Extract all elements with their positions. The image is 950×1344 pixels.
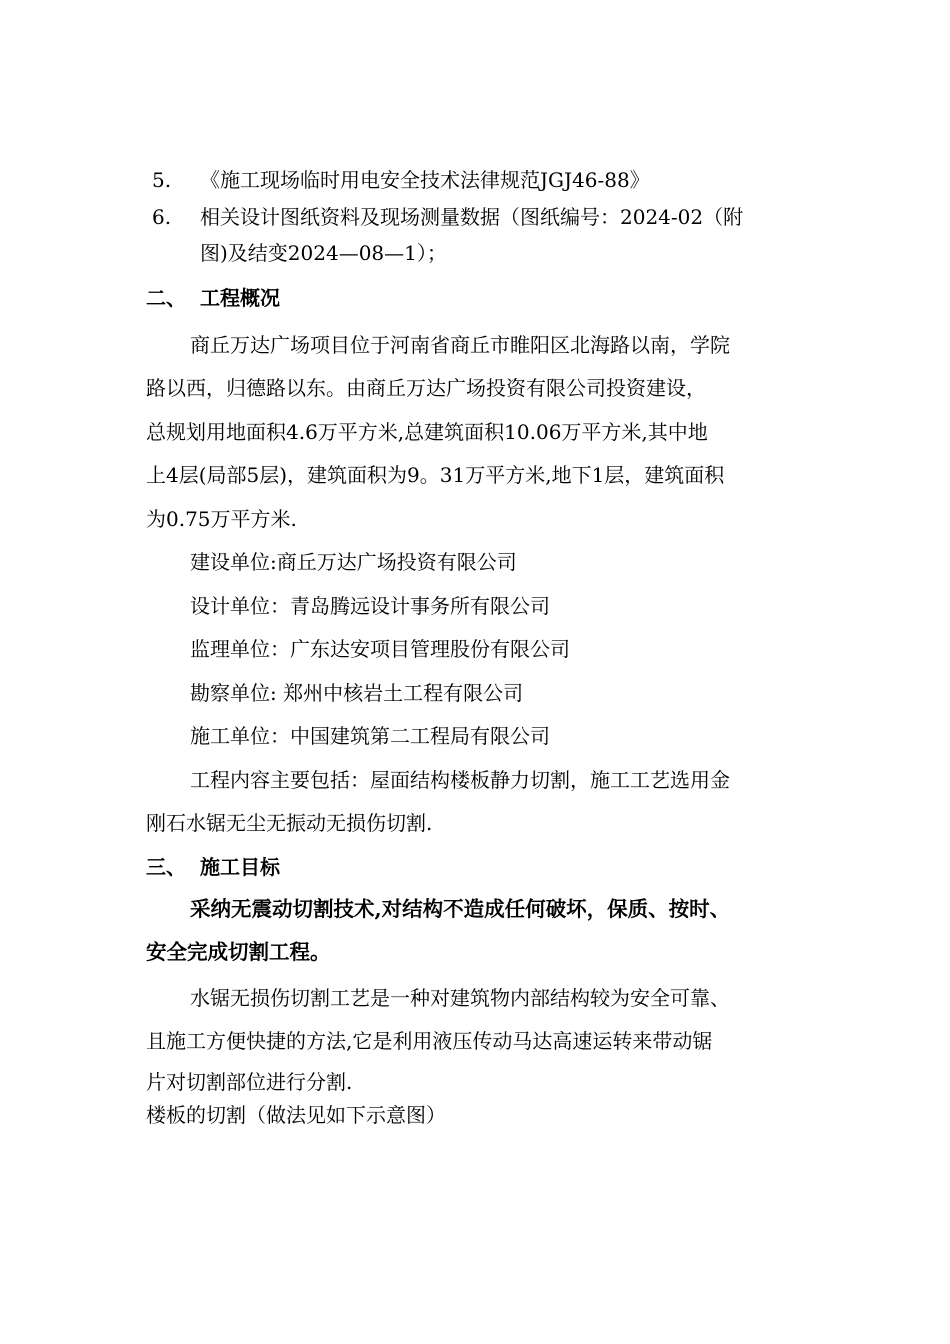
list-number-5: 5. [152,168,172,192]
section-3-title: 施工目标 [200,855,280,879]
list-item-5-text: 《施工现场临时用电安全技术法律规范JGJ46-88》 [200,168,650,192]
content-line-2: 刚石水锯无尘无振动无损伤切割. [146,811,433,835]
section-3-number: 三、 [146,855,186,879]
unit-contractor: 施工单位：中国建筑第二工程局有限公司 [190,724,550,748]
overview-line-3: 总规划用地面积4.6万平方米,总建筑面积10.06万平方米,其中地 [146,420,708,444]
overview-line-5: 为0.75万平方米. [146,507,297,531]
overview-line-4: 上4层(局部5层)，建筑面积为9。31万平方米,地下1层，建筑面积 [146,463,725,487]
goal-line-2: 安全完成切割工程。 [146,940,331,964]
section-2-title: 工程概况 [200,286,280,310]
process-line-1: 水锯无损伤切割工艺是一种对建筑物内部结构较为安全可靠、 [190,986,730,1010]
unit-supervision: 监理单位：广东达安项目管理股份有限公司 [190,637,570,661]
goal-line-1: 采纳无震动切割技术,对结构不造成任何破坏，保质、按时、 [190,897,731,921]
section-2-number: 二、 [146,286,186,310]
list-item-6-text: 相关设计图纸资料及现场测量数据（图纸编号：2024-02（附 [200,205,744,229]
overview-line-2: 路以西，归德路以东。由商丘万达广场投资有限公司投资建设， [146,376,706,400]
overview-line-1: 商丘万达广场项目位于河南省商丘市睢阳区北海路以南，学院 [190,333,730,357]
content-line-1: 工程内容主要包括：屋面结构楼板静力切割，施工工艺选用金 [190,768,730,792]
process-line-2: 且施工方便快捷的方法,它是利用液压传动马达高速运转来带动锯 [146,1029,713,1053]
list-item-6-text-cont: 图)及结变2024—08—1）； [200,241,447,265]
floor-cut-caption: 楼板的切割（做法见如下示意图） [146,1103,446,1127]
unit-construction: 建设单位:商丘万达广场投资有限公司 [190,550,517,574]
process-line-3: 片对切割部位进行分割. [146,1070,353,1094]
unit-design: 设计单位：青岛腾远设计事务所有限公司 [190,594,550,618]
list-number-6: 6. [152,205,172,229]
unit-survey: 勘察单位: 郑州中核岩土工程有限公司 [190,681,524,705]
